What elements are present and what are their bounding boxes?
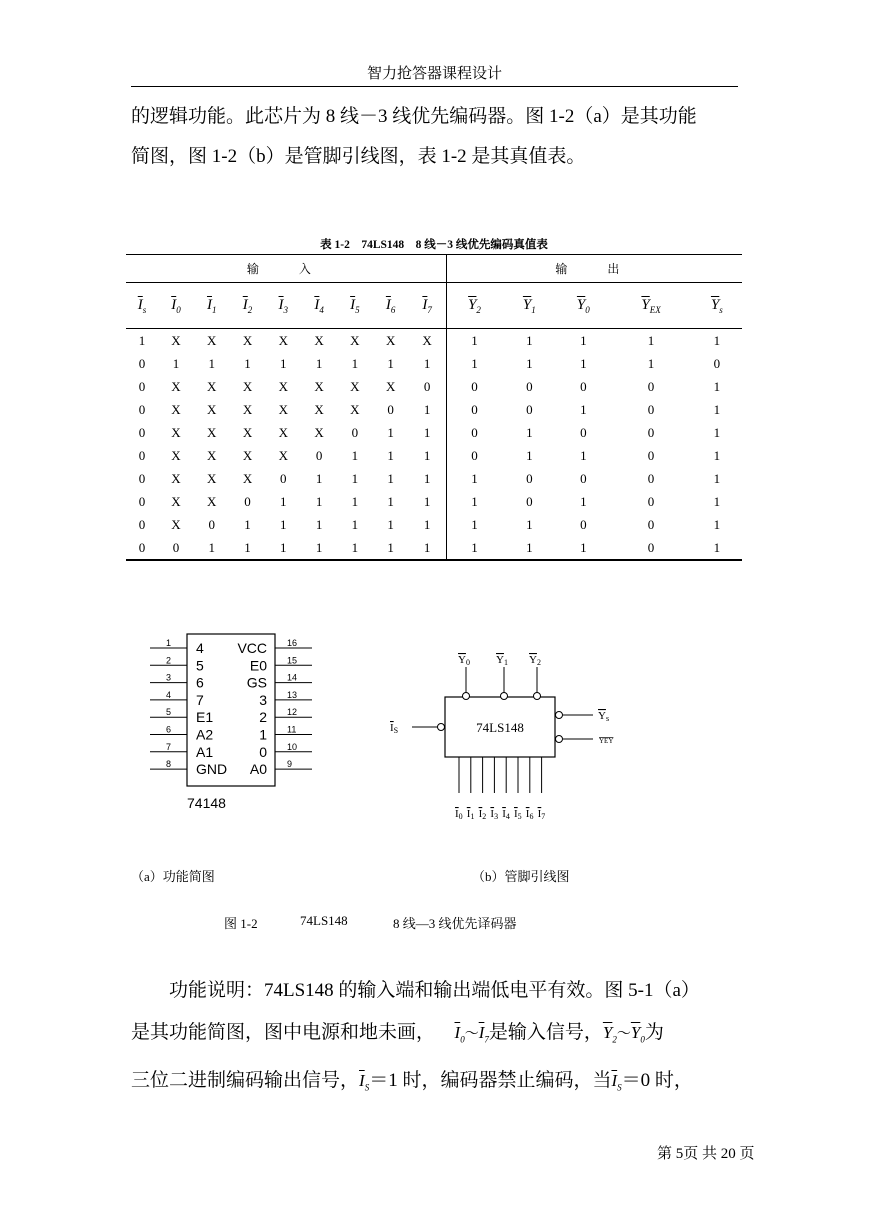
- column-header: $\overline{I}_5$: [337, 283, 373, 329]
- figure-b-caption: （b）管脚引线图: [472, 869, 570, 884]
- table-cell: 1: [409, 352, 447, 375]
- intro-paragraph: [131, 97, 741, 177]
- table-cell: 0: [138, 493, 146, 509]
- signal-label: Ys: [598, 710, 610, 723]
- intro-line-2: 简图，图 1-2（b）是管脚引线图，表 1-2 是其真值表。: [131, 146, 586, 167]
- table-cell: 0: [138, 470, 146, 486]
- table-cell: 0: [138, 401, 146, 417]
- table-cell: 1: [387, 424, 394, 440]
- table-cell: X: [242, 447, 253, 463]
- table-cell: 1: [194, 536, 230, 560]
- table-cell: 1: [315, 516, 323, 532]
- table-cell: 1: [580, 332, 587, 348]
- inversion-bubble: [556, 712, 563, 719]
- column-header: $\overline{Y}_2$: [446, 283, 502, 329]
- pin-label: 1: [259, 726, 267, 743]
- table-cell: 0: [471, 378, 478, 394]
- table-cell: 1: [471, 470, 478, 486]
- table-cell: X: [278, 378, 288, 394]
- inversion-bubble: [463, 693, 470, 700]
- table-cell: 0: [280, 470, 287, 486]
- table-cell: 1: [244, 516, 251, 532]
- table-cell: 1: [315, 355, 323, 371]
- signal-label: Y0: [458, 654, 470, 667]
- pin-label: E0: [249, 657, 267, 674]
- table-cell: 1: [502, 536, 556, 560]
- table-cell: 1: [315, 470, 323, 486]
- table-cell: 0: [526, 493, 533, 509]
- signal-label: IS: [390, 722, 399, 735]
- column-header: $\overline{Y}_{EX}$: [610, 283, 691, 329]
- table-cell: 1: [409, 467, 447, 490]
- table-cell: 1: [713, 401, 721, 417]
- table-cell: 0: [138, 516, 146, 532]
- table-column-header-row: [126, 283, 742, 329]
- pin-label: 7: [196, 691, 204, 708]
- symbol-i0-i7: $\overline{I}_0\sim\overline{I}_7$: [454, 1023, 489, 1045]
- table-cell: 0: [126, 536, 158, 560]
- signal-label: I1: [466, 808, 475, 821]
- table-cell: X: [171, 470, 181, 486]
- column-header: $\overline{Y}_1$: [502, 283, 556, 329]
- table-cell: 0: [138, 378, 146, 394]
- column-header: $\overline{I}_4$: [301, 283, 337, 329]
- table-row: [126, 398, 742, 421]
- header-rule: [131, 86, 738, 87]
- body-line-3: [131, 1060, 751, 1108]
- column-header: $\overline{I}_7$: [409, 283, 447, 329]
- table-cell: X: [242, 401, 253, 417]
- table-cell: 1: [471, 516, 478, 532]
- table-cell: 0: [647, 447, 655, 463]
- intro-line-1: 的逻辑功能。此芯片为 8 线－3 线优先编码器。图 1-2（a）是其功能: [131, 106, 697, 127]
- symbol-y2-y0: $\overline{Y}_2\sim\overline{Y}_0$: [602, 1023, 645, 1045]
- pin-number: 11: [287, 724, 297, 735]
- table-cell: 1: [409, 536, 447, 560]
- table-cell: X: [171, 332, 181, 348]
- figure-a-caption: （a）功能简图: [131, 869, 215, 884]
- chip-name-74148: 74148: [187, 795, 226, 811]
- table-cell: 1: [409, 490, 447, 513]
- table-cell: 1: [387, 516, 394, 532]
- signal-label: Y2: [529, 654, 541, 667]
- table-row: [126, 329, 742, 353]
- table-cell: 1: [713, 516, 721, 532]
- pin-label: A2: [196, 726, 214, 743]
- table-cell: 1: [647, 332, 655, 348]
- table-cell: X: [171, 493, 181, 509]
- table-cell: X: [385, 378, 396, 394]
- table-cell: 0: [647, 401, 655, 417]
- table-cell: X: [385, 332, 396, 348]
- table-cell: 1: [471, 332, 478, 348]
- table-cell: X: [171, 516, 181, 532]
- table-cell: 0: [526, 470, 533, 486]
- pin-label: 4: [196, 640, 204, 656]
- table-cell: 1: [387, 447, 394, 463]
- pin-number: 3: [166, 672, 172, 683]
- table-cell: 0: [580, 516, 587, 532]
- table-cell: X: [278, 401, 288, 417]
- table-cell: X: [278, 424, 288, 440]
- table-cell: 0: [138, 355, 146, 371]
- table-cell: 1: [315, 493, 323, 509]
- pin-number: 9: [287, 759, 293, 770]
- table-cell: X: [314, 424, 324, 440]
- figure-label: 图 1-2: [224, 916, 258, 931]
- table-cell: X: [207, 378, 217, 394]
- table-cell: 0: [647, 424, 655, 440]
- pin-number: 7: [166, 741, 172, 752]
- table-row: [126, 467, 742, 490]
- table-cell: 0: [647, 378, 655, 394]
- column-header: $\overline{I}_s$: [126, 283, 158, 329]
- pin-number: 14: [287, 672, 298, 683]
- table-cell: 1: [446, 536, 502, 560]
- table-cell: 0: [387, 401, 394, 417]
- table-cell: 1: [409, 513, 447, 536]
- table-cell: 0: [315, 447, 323, 463]
- table-cell: X: [314, 401, 324, 417]
- table-cell: 0: [138, 447, 146, 463]
- column-header: $\overline{I}_6$: [373, 283, 409, 329]
- figure-chip-name: 74LS148: [300, 913, 348, 928]
- table-row: [126, 421, 742, 444]
- table-cell: 0: [138, 424, 146, 440]
- table-cell: 1: [580, 355, 587, 371]
- column-header: $\overline{I}_3$: [265, 283, 301, 329]
- table-cell: 1: [713, 470, 721, 486]
- table-cell: 0: [526, 401, 533, 417]
- pin-label: E1: [196, 709, 214, 726]
- table-cell: 1: [387, 493, 394, 509]
- table-cell: X: [207, 401, 217, 417]
- table-cell: X: [314, 332, 324, 348]
- table-cell: 0: [351, 424, 359, 440]
- table-cell: 0: [580, 424, 587, 440]
- signal-label: Y1: [496, 654, 508, 667]
- truth-table: [126, 254, 742, 561]
- input-group-header: 输 入: [126, 255, 446, 283]
- page-footer: 第 5页 共 20 页: [657, 1146, 755, 1162]
- table-cell: 1: [580, 447, 587, 463]
- table-cell: 1: [471, 355, 478, 371]
- column-header: $\overline{Y}_0$: [556, 283, 610, 329]
- pin-label: 0: [259, 743, 267, 760]
- table-cell: 0: [244, 493, 251, 509]
- signal-label: I7: [537, 808, 546, 821]
- table-cell: 1: [208, 355, 215, 371]
- table-cell: 0: [610, 536, 691, 560]
- table-cell: 1: [647, 355, 655, 371]
- pin-number: 8: [166, 759, 172, 770]
- table-cell: X: [171, 401, 181, 417]
- table-cell: 1: [351, 470, 359, 486]
- column-header: $\overline{Y}_s$: [692, 283, 742, 329]
- table-cell: 1: [280, 355, 287, 371]
- table-row: [126, 490, 742, 513]
- table-cell: 1: [301, 536, 337, 560]
- table-cell: 0: [647, 470, 655, 486]
- table-cell: X: [207, 470, 217, 486]
- table-cell: 0: [158, 536, 194, 560]
- inversion-bubble: [501, 693, 508, 700]
- table-cell: 1: [409, 421, 447, 444]
- table-cell: X: [242, 378, 253, 394]
- body-line-3-text-c: ＝0 时，: [621, 1070, 693, 1092]
- pin-number: 13: [287, 689, 298, 700]
- table-cell: 1: [265, 536, 301, 560]
- table-cell: 1: [351, 516, 359, 532]
- table-cell: 1: [409, 398, 447, 421]
- table-cell: X: [242, 470, 253, 486]
- figure-description: 8 线—3 线优先译码器: [393, 916, 517, 931]
- table-cell: 1: [526, 447, 533, 463]
- table-cell: 1: [337, 536, 373, 560]
- table-cell: 1: [280, 493, 287, 509]
- table-cell: 1: [138, 332, 146, 348]
- body-line-2: [131, 1012, 751, 1060]
- pin-label: 2: [259, 709, 267, 726]
- body-line-3-text-a: 三位二进制编码输出信号，: [131, 1070, 360, 1092]
- table-cell: 1: [351, 355, 359, 371]
- pin-label: 6: [196, 674, 204, 691]
- table-cell: 1: [713, 493, 721, 509]
- table-cell: 1: [713, 332, 721, 348]
- pin-number: 2: [166, 655, 172, 666]
- pin-number: 10: [287, 741, 298, 752]
- table-cell: X: [409, 329, 447, 353]
- body-line-2-text-a: 是其功能简图，图中电源和地未画，: [131, 1022, 436, 1043]
- table-cell: 1: [713, 378, 721, 394]
- table-cell: X: [207, 332, 217, 348]
- chip-name-74ls148: 74LS148: [476, 720, 524, 735]
- table-cell: 0: [409, 375, 447, 398]
- body-line-3-text-b: ＝1 时，编码器禁止编码，当: [369, 1070, 612, 1092]
- table-cell: 0: [208, 516, 215, 532]
- body-line-1: 功能说明：74LS148 的输入端和输出端低电平有效。图 5-1（a）: [169, 980, 700, 1001]
- figure-a-pinout: [140, 630, 330, 820]
- table-cell: 1: [471, 493, 478, 509]
- pin-label: 5: [196, 657, 204, 674]
- table-cell: 1: [713, 424, 721, 440]
- table-cell: 1: [526, 424, 533, 440]
- table-cell: 0: [471, 424, 478, 440]
- table-cell: 1: [230, 536, 266, 560]
- table-cell: 0: [526, 378, 533, 394]
- table-cell: 0: [471, 401, 478, 417]
- table-cell: X: [171, 447, 181, 463]
- pin-label: GND: [196, 761, 228, 778]
- table-cell: X: [350, 332, 360, 348]
- table-row: [126, 513, 742, 536]
- signal-label: I3: [490, 808, 499, 821]
- table-group-header-row: [126, 255, 742, 283]
- function-description: [131, 970, 751, 1109]
- column-header: $\overline{I}_0$: [158, 283, 194, 329]
- inversion-bubble: [534, 693, 541, 700]
- symbol-is-1: $\overline{I}_S$: [359, 1071, 370, 1093]
- pin-number: 12: [287, 707, 298, 718]
- table-cell: 1: [526, 355, 533, 371]
- table-cell: 1: [373, 536, 409, 560]
- table-row: [126, 536, 742, 560]
- table-cell: 0: [647, 516, 655, 532]
- signal-label-yey: YEY: [599, 737, 614, 745]
- table-cell: 0: [647, 493, 655, 509]
- pin-label: 3: [259, 691, 267, 708]
- table-cell: 1: [692, 536, 742, 560]
- output-group-header: 输 出: [446, 255, 742, 283]
- table-cell: 1: [409, 444, 447, 467]
- body-line-2-text-b: 是输入信号，: [488, 1022, 603, 1043]
- inversion-bubble: [438, 724, 445, 731]
- table-cell: X: [242, 332, 253, 348]
- table-cell: 1: [351, 493, 359, 509]
- table-cell: X: [207, 424, 217, 440]
- table-cell: 1: [351, 447, 359, 463]
- pin-number: 16: [287, 638, 298, 648]
- table-row: [126, 352, 742, 375]
- table-cell: 0: [580, 378, 587, 394]
- table-cell: X: [171, 424, 181, 440]
- pin-number: 6: [166, 724, 172, 735]
- signal-label: I4: [502, 808, 510, 821]
- table-cell: X: [207, 447, 217, 463]
- table-row: [126, 444, 742, 467]
- table-cell: X: [278, 332, 288, 348]
- pin-label: A1: [196, 743, 214, 760]
- symbol-is-2: $\overline{I}_S$: [611, 1071, 622, 1093]
- table-cell: 1: [244, 355, 251, 371]
- table-cell: X: [207, 493, 217, 509]
- table-cell: 0: [713, 355, 721, 371]
- signal-label: I6: [525, 808, 534, 821]
- table-cell: X: [350, 401, 360, 417]
- pin-number: 15: [287, 655, 298, 666]
- figure-b-symbol: [380, 645, 630, 825]
- table-cell: 0: [580, 470, 587, 486]
- page-header-title: 智力抢答器课程设计: [366, 66, 502, 82]
- table-cell: X: [314, 378, 324, 394]
- table-cell: 1: [526, 516, 533, 532]
- pin-number: 4: [166, 689, 172, 700]
- table-cell: 1: [580, 493, 587, 509]
- inversion-bubble: [556, 736, 563, 743]
- table-cell: 1: [387, 470, 394, 486]
- pin-number: 1: [166, 638, 172, 648]
- pin-number: 5: [166, 707, 172, 718]
- table-cell: 1: [280, 516, 287, 532]
- table-cell: 1: [580, 401, 587, 417]
- pin-label: GS: [246, 674, 267, 691]
- table-cell: X: [278, 447, 288, 463]
- table-cell: 1: [556, 536, 610, 560]
- body-line-2-text-c: 为: [644, 1022, 664, 1043]
- column-header: $\overline{I}_1$: [194, 283, 230, 329]
- signal-label: I2: [478, 808, 487, 821]
- pin-label: VCC: [237, 640, 267, 656]
- signal-label: I5: [514, 808, 522, 821]
- table-cell: 1: [713, 447, 721, 463]
- table-row: [126, 375, 742, 398]
- table-caption: 表 1-2 74LS148 8 线－3 线优先编码真值表: [320, 239, 548, 251]
- table-cell: X: [171, 378, 181, 394]
- table-cell: 1: [387, 355, 394, 371]
- table-cell: 1: [172, 355, 180, 371]
- pin-label: A0: [249, 761, 267, 778]
- table-cell: 0: [471, 447, 478, 463]
- table-cell: X: [242, 424, 253, 440]
- signal-label: I0: [455, 808, 463, 821]
- table-cell: 1: [526, 332, 533, 348]
- column-header: $\overline{I}_2$: [230, 283, 266, 329]
- table-cell: X: [350, 378, 360, 394]
